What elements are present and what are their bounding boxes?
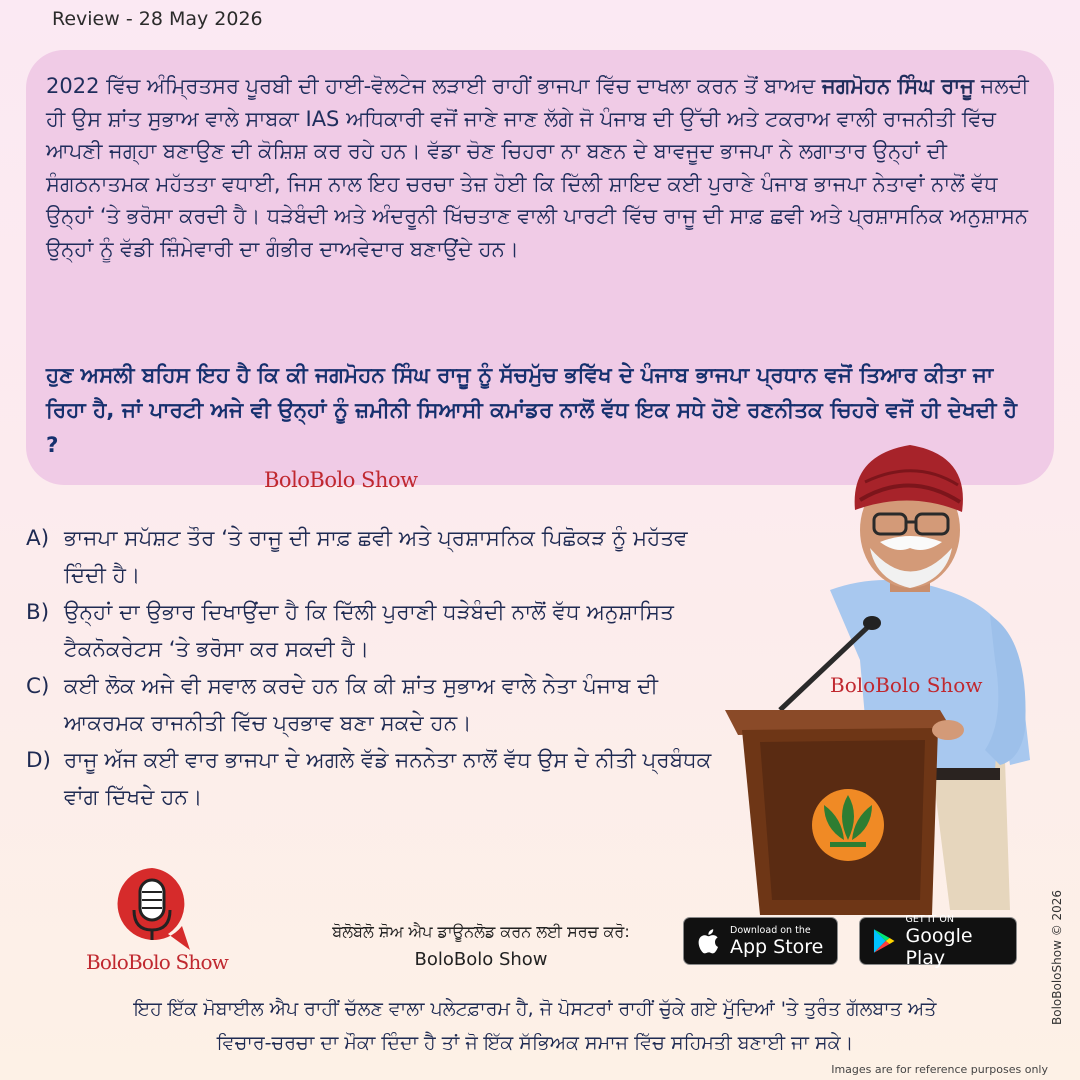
- app-store-big: App Store: [730, 935, 824, 958]
- option-a[interactable]: [26, 520, 726, 594]
- logo-name: BoloBolo Show: [86, 950, 229, 974]
- google-play-text: [906, 914, 1016, 969]
- footer-line-2: ਵਿਚਾਰ-ਚਰਚਾ ਦਾ ਮੌਕਾ ਦਿੰਦਾ ਹੈ ਤਾਂ ਜੋ ਇੱਕ ਸੱਭਿਅਕ ਸਮਾਜ ਵਿੱਚ ਸਹਿਮਤੀ ਬਣਾਈ ਜਾ ਸਕੇ।: [216, 1032, 854, 1054]
- option-c[interactable]: [26, 668, 726, 742]
- footer-text: [40, 992, 1030, 1060]
- intro-paragraph: [46, 70, 1036, 265]
- option-text: ਭਾਜਪਾ ਸਪੱਸ਼ਟ ਤੌਰ ‘ਤੇ ਰਾਜੂ ਦੀ ਸਾਫ਼ ਛਵੀ ਅਤੇ ਪ੍ਰਸ਼ਾਸਨਿਕ ਪਿਛੋਕੜ ਨੂੰ ਮਹੱਤਵ ਦਿੰਦੀ ਹੈ।: [64, 526, 688, 588]
- reference-note: Images are for reference purposes only: [831, 1063, 1048, 1076]
- download-prompt-text: ਬੋਲੋਬੋਲੋ ਸ਼ੋਅ ਐਪ ਡਾਊਨਲੋਡ ਕਰਨ ਲਈ ਸਰਚ ਕਰੋ:: [332, 922, 630, 941]
- option-text: ਉਨ੍ਹਾਂ ਦਾ ਉਭਾਰ ਦਿਖਾਉਂਦਾ ਹੈ ਕਿ ਦਿੱਲੀ ਪੁਰਾਣੀ ਧੜੇਬੰਦੀ ਨਾਲੋਂ ਵੱਧ ਅਨੁਸ਼ਾਸਿਤ ਟੈਕਨੋਕਰੇਟਸ ‘ਤੇ ਭਰੋਸਾ ਕਰ ਸਕਦੀ ਹੈ।: [64, 600, 674, 662]
- option-letter: D): [26, 748, 51, 773]
- copyright: BoloBoloShow © 2026: [1050, 889, 1064, 1025]
- debate-question: ਹੁਣ ਅਸਲੀ ਬਹਿਸ ਇਹ ਹੈ ਕਿ ਕੀ ਜਗਮੋਹਨ ਸਿੰਘ ਰਾਜੂ ਨੂੰ ਸੱਚਮੁੱਚ ਭਵਿੱਖ ਦੇ ਪੰਜਾਬ ਭਾਜਪਾ ਪ੍ਰਧਾਨ ਵਜੋਂ ਤਿਆਰ ਕੀਤਾ ਜਾ ਰਿਹਾ ਹੈ, ਜਾਂ ਪਾਰਟੀ ਅਜੇ ਵੀ ਉਨ੍ਹਾਂ ਨੂੰ ਜ਼ਮੀਨੀ ਸਿਆਸੀ ਕਮਾਂਡਰ ਨਾਲੋਂ ਵੱਧ ਇਕ ਸਧੇ ਹੋਏ ਰਣਨੀਤਕ ਚਿਹਰੇ ਵਜੋਂ ਹੀ ਦੇਖਦੀ ਹੈ ?: [46, 363, 1018, 458]
- option-text: ਰਾਜੂ ਅੱਜ ਕਈ ਵਾਰ ਭਾਜਪਾ ਦੇ ਅਗਲੇ ਵੱਡੇ ਜਨਨੇਤਾ ਨਾਲੋਂ ਵੱਧ ਉਸ ਦੇ ਨੀਤੀ ਪ੍ਰਬੰਧਕ ਵਾਂਗ ਦਿੱਖਦੇ ਹਨ।: [64, 748, 712, 810]
- footer-line-1: ਇਹ ਇੱਕ ਮੋਬਾਈਲ ਐਪ ਰਾਹੀਂ ਚੱਲਣ ਵਾਲਾ ਪਲੇਟਫ਼ਾਰਮ ਹੈ, ਜੋ ਪੋਸਟਰਾਂ ਰਾਹੀਂ ਚੁੱਕੇ ਗਏ ਮੁੱਦਿਆਂ 'ਤੇ ਤੁਰੰਤ ਗੱਲਬਾਤ ਅਤੇ: [133, 998, 937, 1020]
- podium-brand: BoloBolo Show: [830, 673, 983, 697]
- lotus-icon: [812, 789, 884, 861]
- option-letter: C): [26, 674, 50, 699]
- intro-name: ਜਗਮੋਹਨ ਸਿੰਘ ਰਾਜੂ: [822, 74, 974, 98]
- download-app-name: BoloBolo Show: [414, 949, 548, 970]
- google-play-icon: [872, 928, 896, 954]
- app-store-button[interactable]: [683, 917, 838, 965]
- microphone-icon: [112, 866, 192, 952]
- google-play-button[interactable]: [859, 913, 1017, 969]
- intro-rest: ਜਲਦੀ ਹੀ ਉਸ ਸ਼ਾਂਤ ਸੁਭਾਅ ਵਾਲੇ ਸਾਬਕਾ IAS ਅਧਿਕਾਰੀ ਵਜੋਂ ਜਾਣੇ ਜਾਣ ਲੱਗੇ ਜੋ ਪੰਜਾਬ ਦੀ ਉੱਚੀ ਅਤੇ ਟਕਰਾਅ ਵਾਲੀ ਰਾਜਨੀਤੀ ਵਿੱਚ ਆਪਣੀ ਜਗ੍ਹਾ ਬਣਾਉਣ ਦੀ ਕੋਸ਼ਿਸ਼ ਕਰ ਰਹੇ ਹਨ। ਵੱਡਾ ਚੋਣ ਚਿਹਰਾ ਨਾ ਬਣਨ ਦੇ ਬਾਵਜੂਦ ਭਾਜਪਾ ਨੇ ਲਗਾਤਾਰ ਉਨ੍ਹਾਂ ਦੀ ਸੰਗਠਨਾਤਮਕ ਮਹੱਤਤਾ ਵਧਾਈ, ਜਿਸ ਨਾਲ ਇਹ ਚਰਚਾ ਤੇਜ਼ ਹੋਈ ਕਿ ਦਿੱਲੀ ਸ਼ਾਇਦ ਕਈ ਪੁਰਾਣੇ ਪੰਜਾਬ ਭਾਜਪਾ ਨੇਤਾਵਾਂ ਨਾਲੋਂ ਵੱਧ ਉਨ੍ਹਾਂ ‘ਤੇ ਭਰੋਸਾ ਕਰਦੀ ਹੈ। ਧੜੇਬੰਦੀ ਅਤੇ ਅੰਦਰੂਨੀ ਖਿੱਚਤਾਣ ਵਾਲੀ ਪਾਰਟੀ ਵਿੱਚ ਰਾਜੂ ਦੀ ਸਾਫ਼ ਛਵੀ ਅਤੇ ਪ੍ਰਸ਼ਾਸਨਿਕ ਅਨੁਸ਼ਾਸਨ ਉਨ੍ਹਾਂ ਨੂੰ ਵੱਡੀ ਜ਼ਿੰਮੇਵਾਰੀ ਦਾ ਗੰਭੀਰ ਦਾਅਵੇਦਾਰ ਬਣਾਉਂਦੇ ਹਨ।: [46, 74, 1029, 261]
- options-list: [26, 520, 726, 816]
- option-letter: B): [26, 600, 50, 625]
- option-b[interactable]: [26, 594, 726, 668]
- speaker-illustration: [720, 430, 1050, 915]
- option-d[interactable]: [26, 742, 726, 816]
- app-store-small: Download on the: [730, 924, 811, 936]
- intro-lead: 2022 ਵਿੱਚ ਅੰਮ੍ਰਿਤਸਰ ਪੂਰਬੀ ਦੀ ਹਾਈ-ਵੋਲਟੇਜ ਲੜਾਈ ਰਾਹੀਂ ਭਾਜਪਾ ਵਿੱਚ ਦਾਖਲਾ ਕਰਨ ਤੋਂ ਬਾਅਦ: [46, 74, 816, 98]
- apple-icon: [696, 927, 720, 955]
- review-date: Review - 28 May 2026: [52, 8, 263, 30]
- brand-watermark: BoloBolo Show: [264, 468, 418, 492]
- option-letter: A): [26, 526, 50, 551]
- app-store-text: [730, 925, 823, 958]
- download-prompt: [300, 918, 662, 974]
- option-text: ਕਈ ਲੋਕ ਅਜੇ ਵੀ ਸਵਾਲ ਕਰਦੇ ਹਨ ਕਿ ਕੀ ਸ਼ਾਂਤ ਸੁਭਾਅ ਵਾਲੇ ਨੇਤਾ ਪੰਜਾਬ ਦੀ ਆਕਰਮਕ ਰਾਜਨੀਤੀ ਵਿੱਚ ਪ੍ਰਭਾਵ ਬਣਾ ਸਕਦੇ ਹਨ।: [64, 674, 658, 736]
- google-play-big: Google Play: [905, 924, 973, 969]
- google-play-small: GET IT ON: [905, 913, 954, 925]
